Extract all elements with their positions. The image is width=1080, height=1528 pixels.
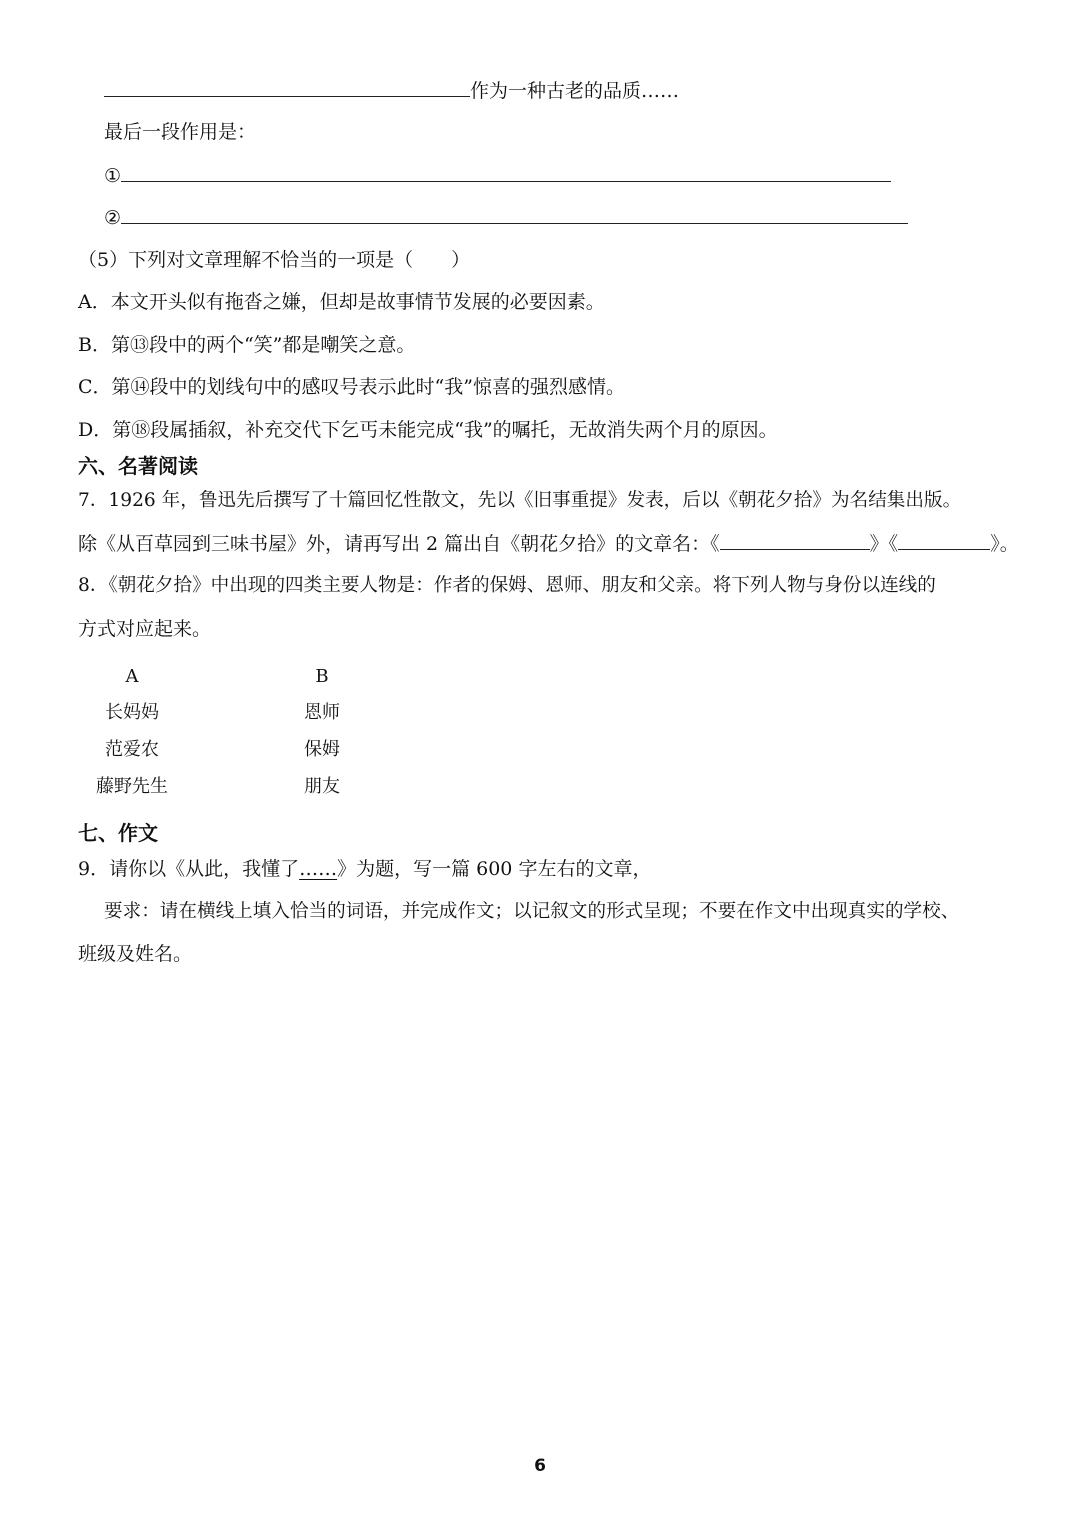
q7-line-1: 7．1926 年，鲁迅先后撰写了十篇回忆性散文，先以《旧事重提》发表，后以《朝花夕拾》为名结集出版。	[78, 490, 962, 511]
book-title-blank-1[interactable]	[720, 531, 870, 550]
page-number: 6	[534, 1456, 546, 1476]
person-item[interactable]: 长妈妈	[105, 702, 159, 723]
answer-item-1	[104, 163, 891, 188]
title-blank[interactable]: ……	[299, 858, 338, 880]
q5-option-c: C．第⑭段中的划线句中的感叹号表示此时“我”惊喜的强烈感情。	[78, 376, 625, 398]
q9-requirements-line-2: 班级及姓名。	[78, 943, 193, 965]
role-item[interactable]: 朋友	[304, 776, 340, 797]
circled-number-2: ②	[104, 207, 122, 229]
q9-requirements-line-1: 要求：请在横线上填入恰当的词语，并完成作文；以记叙文的形式呈现；不要在作文中出现真实的学校、	[104, 901, 960, 922]
column-a-header: A	[125, 666, 139, 687]
role-item[interactable]: 保姆	[304, 739, 340, 760]
q9-prompt: 9．请你以《从此，我懂了……》为题，写一篇 600 字左右的文章，	[78, 858, 652, 880]
q5-stem: （5）下列对文章理解不恰当的一项是（ ）	[78, 249, 471, 271]
person-item[interactable]: 范爱农	[105, 739, 159, 760]
book-title-blank-2[interactable]	[898, 531, 990, 550]
section-6-heading: 六、名著阅读	[78, 454, 198, 478]
q7-line-2: 除《从百草园到三味书屋》外，请再写出 2 篇出自《朝花夕拾》的文章名：《 》《 》。	[78, 533, 1019, 555]
q8-line-1: 8．《朝花夕拾》中出现的四类主要人物是：作者的保姆、恩师、朋友和父亲。将下列人物与身份以连线的	[78, 575, 936, 596]
answer-blank[interactable]	[121, 205, 908, 224]
q5-option-d: D．第⑱段属插叙，补充交代下乞丐未能完成“我”的嘱托，无故消失两个月的原因。	[78, 419, 778, 441]
column-b-header: B	[315, 666, 329, 687]
role-item[interactable]: 恩师	[304, 702, 340, 723]
answer-blank[interactable]	[104, 78, 470, 97]
circled-number-1: ①	[104, 165, 122, 187]
last-paragraph-label: 最后一段作用是：	[104, 121, 257, 143]
answer-blank[interactable]	[121, 163, 891, 182]
q5-option-b: B．第⑬段中的两个“笑”都是嘲笑之意。	[78, 334, 416, 356]
answer-item-2	[104, 205, 908, 230]
person-item[interactable]: 藤野先生	[96, 776, 168, 797]
section-7-heading: 七、作文	[78, 821, 158, 845]
q4-quote-line: 作为一种古老的品质……	[104, 78, 679, 103]
q5-option-a: A．本文开头似有拖沓之嫌，但却是故事情节发展的必要因素。	[78, 291, 605, 313]
q8-line-2: 方式对应起来。	[78, 618, 212, 640]
